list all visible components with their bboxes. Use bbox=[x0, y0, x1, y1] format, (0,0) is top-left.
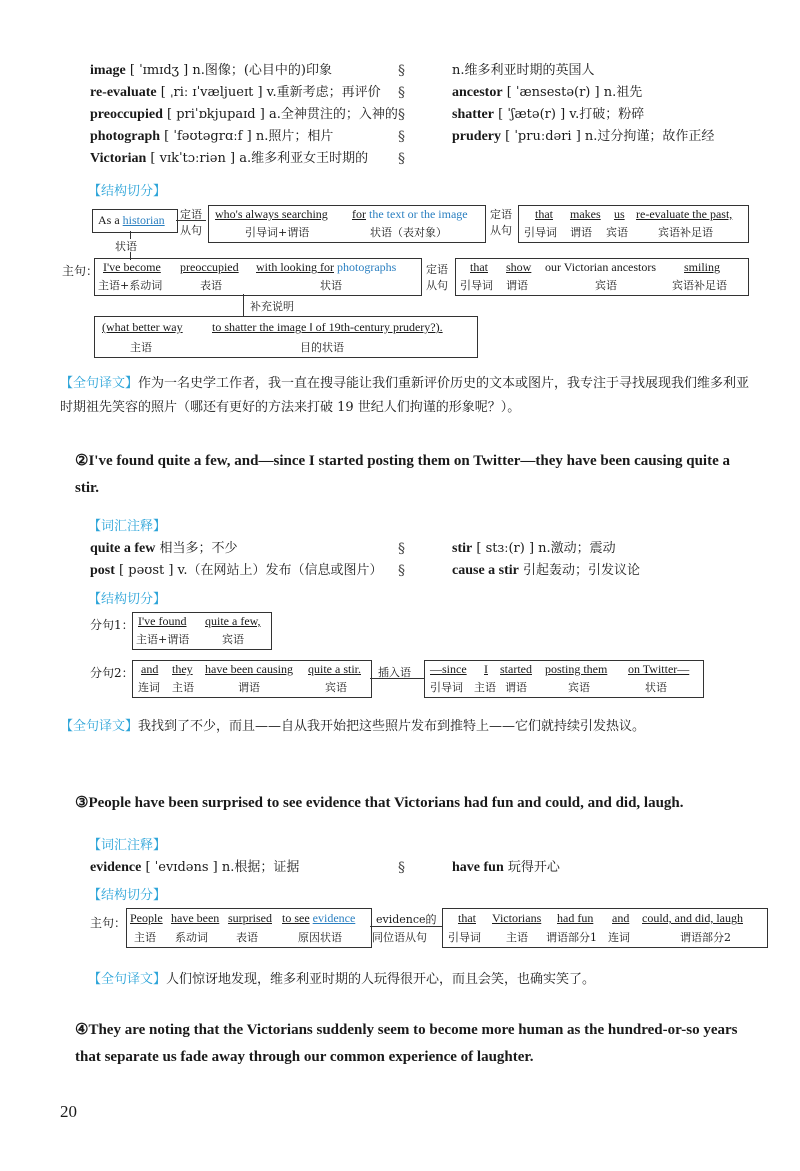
vocab-item: have fun 玩得开心 bbox=[452, 860, 560, 875]
diagram-gloss: 表语 bbox=[200, 279, 222, 292]
diagram-gloss: 状语 bbox=[320, 279, 342, 292]
diagram-label: 补充说明 bbox=[250, 300, 294, 313]
diagram-text: I bbox=[484, 662, 488, 676]
vocab-item: post [ pəʊst ] v.（在网站上）发布（信息或图片） bbox=[90, 563, 383, 578]
diagram-gloss: 原因状语 bbox=[298, 931, 342, 944]
diagram-text: have been bbox=[171, 911, 220, 925]
diagram-text: People bbox=[130, 911, 163, 925]
diagram-label: 同位语从句 bbox=[372, 931, 427, 944]
diagram-gloss: 宾语 bbox=[595, 279, 617, 292]
diagram-gloss: 宾语 bbox=[222, 633, 244, 646]
vocab-item: cause a stir 引起轰动；引发议论 bbox=[452, 563, 641, 578]
diagram-text: quite a few, bbox=[205, 614, 261, 628]
section-heading-vocab: 【词汇注释】 bbox=[88, 838, 167, 853]
arrow-line bbox=[130, 231, 131, 239]
diagram-text: that bbox=[535, 207, 553, 221]
diagram-gloss: 目的状语 bbox=[300, 341, 344, 354]
arrow-line bbox=[243, 294, 244, 316]
diagram-gloss: 系动词 bbox=[175, 931, 208, 944]
diagram-gloss: 谓语 bbox=[505, 681, 527, 694]
diagram-text: smiling bbox=[684, 260, 721, 274]
diagram-text: and bbox=[612, 911, 630, 925]
vocab-item: Victorian [ vɪkˈtɔːriən ] a.维多利亚女王时期的 bbox=[90, 151, 369, 166]
section-heading-structure: 【结构切分】 bbox=[88, 592, 167, 607]
diagram-gloss: 宾语补足语 bbox=[672, 279, 727, 292]
diagram-text: that bbox=[470, 260, 488, 274]
translation-3: 【全句译文】人们惊讶地发现，维多利亚时期的人玩得很开心，而且会笑，也确实笑了。 bbox=[88, 972, 596, 987]
vocab-item: ancestor [ ˈænsestə(r) ] n.祖先 bbox=[452, 85, 643, 100]
diagram-text: that bbox=[458, 911, 476, 925]
diagram-text: I've found bbox=[138, 614, 187, 628]
vocab-list-right bbox=[452, 857, 772, 879]
diagram-gloss: 表语 bbox=[236, 931, 258, 944]
vocab-list-right bbox=[452, 538, 772, 582]
diagram-label: 插入语 bbox=[378, 666, 411, 679]
vocab-item: image [ ˈɪmɪdʒ ] n.图像；(心目中的)印象 bbox=[90, 63, 332, 78]
vocab-item: evidence [ ˈevɪdəns ] n.根据；证据 bbox=[90, 860, 300, 875]
diagram-text: makes bbox=[570, 207, 601, 221]
diagram-gloss: 谓语 bbox=[506, 279, 528, 292]
section-heading-structure: 【结构切分】 bbox=[88, 184, 167, 199]
vocab-list-left bbox=[90, 538, 410, 582]
diagram-text: have been causing bbox=[205, 662, 293, 676]
diagram-gloss: 主语 bbox=[506, 931, 528, 944]
diagram-gloss: 引导词+谓语 bbox=[245, 226, 310, 239]
diagram-gloss: 谓语部分2 bbox=[680, 931, 731, 944]
diagram-text: show bbox=[506, 260, 532, 274]
diagram-text: —since bbox=[430, 662, 467, 676]
diagram-label: 从句 bbox=[180, 224, 202, 237]
diagram-text: As a historian bbox=[98, 213, 165, 227]
diagram-text: they bbox=[172, 662, 193, 676]
diagram-label: 主句： bbox=[90, 916, 127, 930]
diagram-gloss: 连词 bbox=[608, 931, 630, 944]
diagram-text: could, and did, laugh bbox=[642, 911, 743, 925]
diagram-gloss: 宾语 bbox=[568, 681, 590, 694]
diagram-label: 分句2： bbox=[90, 666, 134, 680]
vocab-list-left bbox=[90, 60, 410, 170]
diagram-label: 从句 bbox=[490, 224, 512, 237]
sentence-2: ②I've found quite a few, and—since I started posting them on Twitter—they have been causing quite a stir. bbox=[75, 453, 731, 496]
diagram-gloss: 引导词 bbox=[524, 226, 557, 239]
diagram-text: on Twitter— bbox=[628, 662, 690, 676]
diagram-gloss: 主语 bbox=[134, 931, 156, 944]
sentence-3: ③People have been surprised to see evidence that Victorians had fun and could, and did, laugh. bbox=[75, 795, 684, 811]
diagram-gloss: 主语 bbox=[474, 681, 496, 694]
vocab-item: photograph [ ˈfəʊtəgrɑːf ] n.照片；相片 bbox=[90, 129, 334, 144]
diagram-text: preoccupied bbox=[180, 260, 239, 274]
diagram-text: who's always searching bbox=[215, 207, 328, 221]
diagram-text: quite a stir. bbox=[308, 662, 361, 676]
diagram-label: 状语 bbox=[115, 240, 137, 253]
diagram-gloss: 状语 bbox=[645, 681, 667, 694]
diagram-label: 定语 bbox=[180, 208, 202, 221]
diagram-gloss: 谓语部分1 bbox=[546, 931, 597, 944]
diagram-text: posting them bbox=[545, 662, 608, 676]
diagram-text: Victorians bbox=[492, 911, 542, 925]
vocab-list-left bbox=[90, 857, 410, 879]
diagram-gloss: 宾语 bbox=[325, 681, 347, 694]
diagram-text: (what better way bbox=[102, 320, 183, 334]
diagram-gloss: 引导词 bbox=[460, 279, 493, 292]
vocab-item: re-evaluate [ ˌriː ɪˈvæljueɪt ] v.重新考虑；再评价 bbox=[90, 85, 381, 100]
vocab-item: shatter [ ˈʃætə(r) ] v.打破；粉碎 bbox=[452, 107, 645, 122]
diagram-text: I've become bbox=[103, 260, 161, 274]
diagram-text: with looking for photographs bbox=[256, 260, 397, 274]
diagram-text: re-evaluate the past, bbox=[636, 207, 733, 221]
diagram-gloss: 状语（表对象） bbox=[370, 226, 447, 239]
divider-ornament: § bbox=[398, 860, 405, 876]
diagram-gloss: 引导词 bbox=[430, 681, 463, 694]
section-heading-structure: 【结构切分】 bbox=[88, 888, 167, 903]
diagram-gloss: 主语 bbox=[130, 341, 152, 354]
diagram-text: had fun bbox=[557, 911, 594, 925]
vocab-item: preoccupied [ priˈɒkjupaɪd ] a.全神贯注的；入神的 bbox=[90, 107, 398, 122]
diagram-text: to see evidence bbox=[282, 911, 356, 925]
diagram-text: and bbox=[141, 662, 159, 676]
diagram-text: us bbox=[614, 207, 625, 221]
diagram-label: 定语 bbox=[426, 263, 448, 276]
vocab-item: quite a few 相当多；不少 bbox=[90, 541, 238, 556]
vocab-item: prudery [ ˈpruːdəri ] n.过分拘谨；故作正经 bbox=[452, 129, 715, 144]
diagram-gloss: 主语+系动词 bbox=[98, 279, 163, 292]
page-number: 20 bbox=[60, 1102, 77, 1121]
diagram-gloss: 谓语 bbox=[570, 226, 592, 239]
diagram-label: 主句： bbox=[62, 264, 99, 278]
vocab-list-right bbox=[452, 60, 772, 148]
vocab-item: n.维多利亚时期的英国人 bbox=[452, 63, 595, 78]
translation-2: 【全句译文】我找到了不少，而且——自从我开始把这些照片发布到推特上——它们就持续引发热议。 bbox=[60, 719, 646, 734]
diagram-label: 定语 bbox=[490, 208, 512, 221]
diagram-label: evidence的 bbox=[376, 913, 437, 926]
diagram-text: for the text or the image bbox=[352, 207, 468, 221]
divider-ornament: § § bbox=[398, 541, 405, 579]
diagram-label: 从句 bbox=[426, 279, 448, 292]
diagram-label: 分句1： bbox=[90, 618, 134, 632]
sentence-4: ④They are noting that the Victorians suddenly seem to become more human as the hundred-or-so years that separate us fade away through our common experience of laughter. bbox=[75, 1022, 738, 1065]
diagram-gloss: 主语 bbox=[172, 681, 194, 694]
section-heading-vocab: 【词汇注释】 bbox=[88, 519, 167, 534]
divider-ornament: § § § § § bbox=[398, 63, 405, 167]
diagram-gloss: 谓语 bbox=[238, 681, 260, 694]
diagram-gloss: 连词 bbox=[138, 681, 160, 694]
diagram-text: our Victorian ancestors bbox=[545, 260, 657, 274]
diagram-gloss: 宾语 bbox=[606, 226, 628, 239]
arrow-line bbox=[370, 926, 442, 927]
diagram-gloss: 引导词 bbox=[448, 931, 481, 944]
diagram-text: to shatter the image ‖ of 19th-century prudery?). bbox=[212, 320, 443, 334]
diagram-gloss: 主语+谓语 bbox=[136, 633, 190, 646]
vocab-item: stir [ stɜː(r) ] n.激动；震动 bbox=[452, 541, 616, 556]
diagram-text: surprised bbox=[228, 911, 272, 925]
diagram-text: started bbox=[500, 662, 532, 676]
diagram-gloss: 宾语补足语 bbox=[658, 226, 713, 239]
translation-1: 【全句译文】作为一名史学工作者，我一直在搜寻能让我们重新评价历史的文本或图片，我专注于寻找展现我们维多利亚时期祖先笑容的照片（哪还有更好的方法来打破 19 世纪人们拘谨的形象呢？）。 bbox=[60, 376, 750, 415]
